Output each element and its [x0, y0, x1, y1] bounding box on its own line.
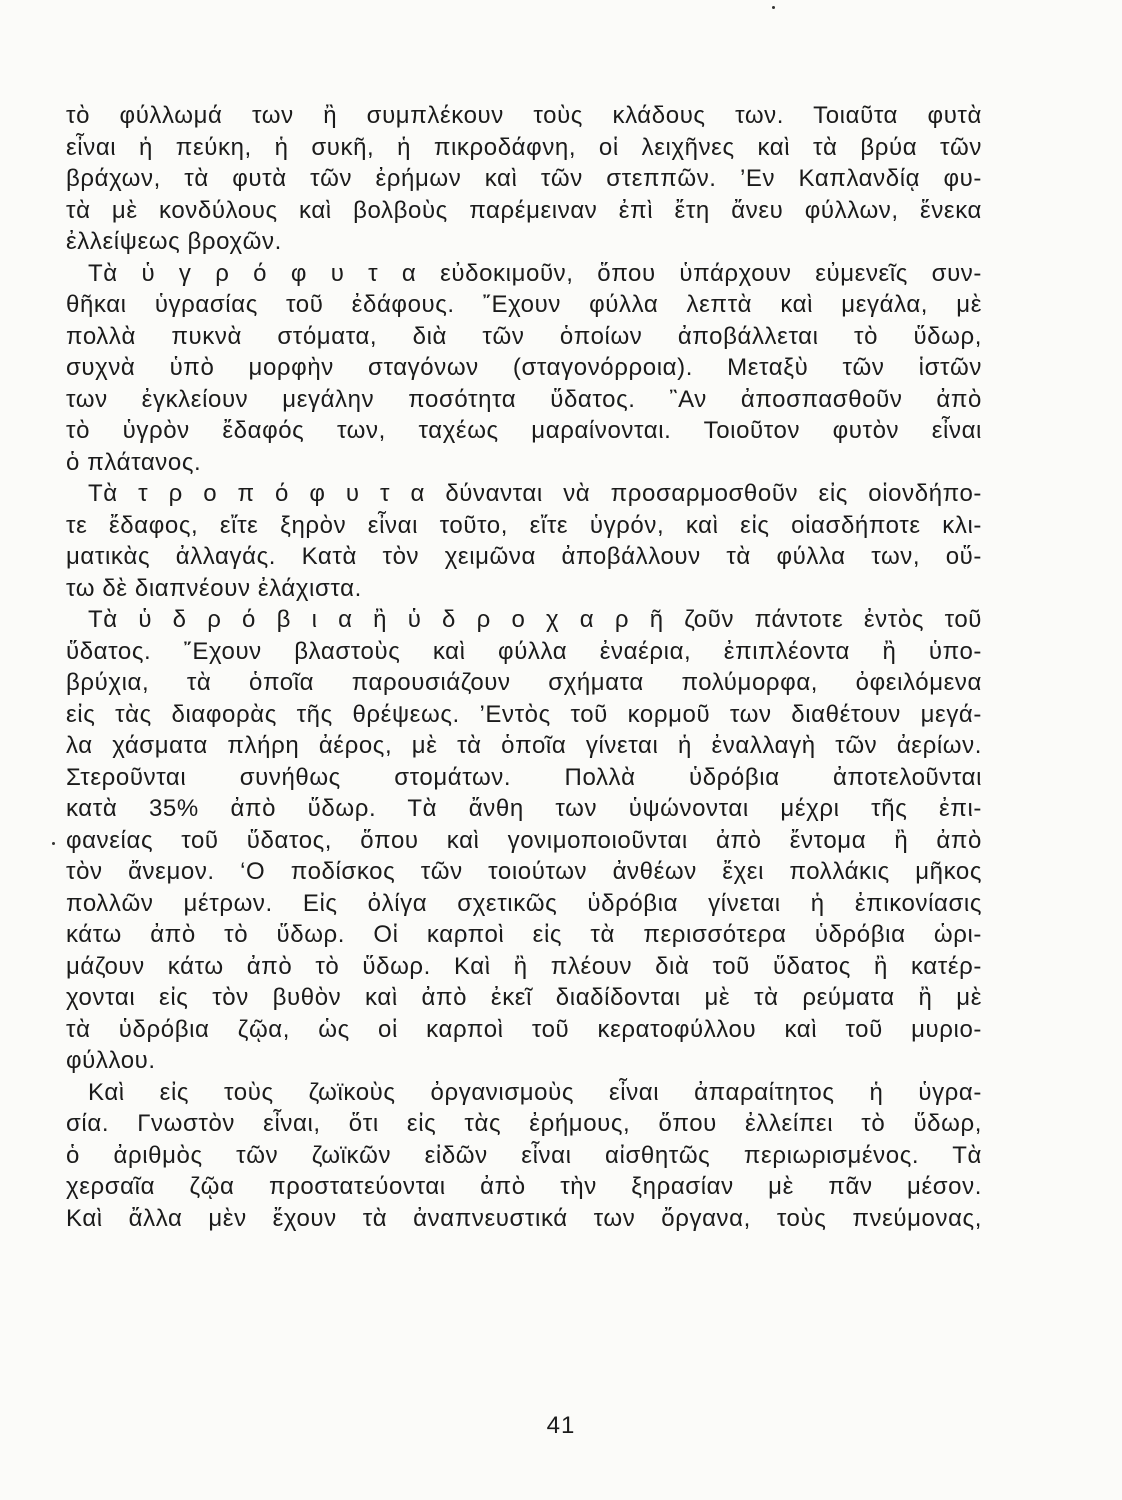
ink-speck [52, 842, 55, 845]
text-line: Τὰ ὑ δ ρ ό β ι α ἢ ὑ δ ρ ο χ α ρ ῆ ζοῦν πάντοτε ἐντὸς τοῦ [88, 606, 982, 633]
text-line: σία. Γνωστὸν εἶναι, ὅτι εἰς τὰς ἐρήμους, ὅπου ἐλλείπει τὸ ὕδωρ, [66, 1110, 982, 1137]
text-line: εἶναι ἡ πεύκη, ἡ συκῆ, ἡ πικροδάφνη, οἱ λειχῆνες καὶ τὰ βρύα τῶν [66, 133, 982, 161]
text-line: ὕδατος. ῎Εχουν βλαστοὺς καὶ φύλλα ἐναέρια, ἐπιπλέοντα ἢ ὑπο- [66, 637, 982, 665]
text-line: κάτω ἀπὸ τὸ ὕδωρ. Οἱ καρποὶ εἰς τὰ περισσότερα ὑδρόβια ὡρι- [66, 921, 982, 948]
text-line: βράχων, τὰ φυτὰ τῶν ἐρήμων καὶ τῶν στεππῶν. ’Εν Καπλανδίᾳ φυ- [66, 165, 982, 192]
text-line: τε ἔδαφος, εἴτε ξηρὸν εἶναι τοῦτο, εἴτε ὑγρόν, καὶ εἰς οἱασδήποτε κλι- [66, 511, 982, 539]
text-line: φανείας τοῦ ὕδατος, ὅπου καὶ γονιμοποιοῦνται ἀπὸ ἔντομα ἢ ἀπὸ [66, 826, 982, 854]
text-line: των ἐγκλείουν μεγάλην ποσότητα ὕδατος. ῍Αν ἀποσπασθοῦν ἀπὸ [66, 385, 982, 413]
text-line: θῆκαι ὑγρασίας τοῦ ἐδάφους. ῎Εχουν φύλλα λεπτὰ καὶ μεγάλα, μὲ [66, 291, 982, 318]
text-line: ὁ πλάτανος. [66, 448, 202, 476]
text-line: βρύχια, τὰ ὁποῖα παρουσιάζουν σχήματα πολύμορφα, ὀφειλόμενα [66, 669, 982, 696]
text-line: ἐλλείψεως βροχῶν. [66, 228, 282, 255]
text-line: πολλὰ πυκνὰ στόματα, διὰ τῶν ὁποίων ἀποβάλλεται τὸ ὕδωρ, [66, 322, 982, 350]
text-line: τὸν ἄνεμον. ‘Ο ποδίσκος τῶν τοιούτων ἀνθέων ἔχει πολλάκις μῆκος [66, 858, 982, 885]
text-line: πολλῶν μέτρων. Εἰς ὀλίγα σχετικῶς ὑδρόβια γίνεται ἡ ἐπικονίασις [66, 889, 982, 917]
text-line: φύλλου. [66, 1047, 156, 1074]
text-line: συχνὰ ὑπὸ μορφὴν σταγόνων (σταγονόρροια). Μεταξὺ τῶν ἱστῶν [66, 354, 982, 381]
text-line: Τὰ τ ρ ο π ό φ υ τ α δύνανται νὰ προσαρμοσθοῦν εἰς οἱονδήπο- [88, 480, 982, 507]
text-line: Τὰ ὑ γ ρ ό φ υ τ α εὐδοκιμοῦν, ὅπου ὑπάρχουν εὐμενεῖς συν- [88, 259, 982, 287]
text-line: χερσαῖα ζῷα προστατεύονται ἀπὸ τὴν ξηρασίαν μὲ πᾶν μέσον. [66, 1173, 982, 1200]
text-line: χονται εἰς τὸν βυθὸν καὶ ἀπὸ ἐκεῖ διαδίδονται μὲ τὰ ρεύματα ἢ μὲ [66, 984, 982, 1011]
page-number: 41 [546, 1412, 576, 1439]
text-line: τὰ ὑδρόβια ζῷα, ὡς οἱ καρποὶ τοῦ κερατοφύλλου καὶ τοῦ μυριο- [66, 1015, 982, 1043]
text-line: Στεροῦνται συνήθως στομάτων. Πολλὰ ὑδρόβια ἀποτελοῦνται [66, 763, 982, 791]
paragraph [66, 604, 982, 1077]
text-line: εἰς τὰς διαφορὰς τῆς θρέψεως. ’Εντὸς τοῦ κορμοῦ των διαθέτουν μεγά- [66, 700, 982, 728]
text-line: τὰ μὲ κονδύλους καὶ βολβοὺς παρέμειναν ἐπὶ ἔτη ἄνευ φύλλων, ἕνεκα [66, 196, 982, 224]
text-line: κατὰ 35% ἀπὸ ὕδωρ. Τὰ ἄνθη των ὑψώνονται μέχρι τῆς ἐπι- [66, 795, 982, 822]
ink-speck [772, 6, 775, 9]
text-line: Καὶ ἄλλα μὲν ἔχουν τὰ ἀναπνευστικά των ὄργανα, τοὺς πνεύμονας, [66, 1204, 982, 1232]
paragraph [66, 478, 982, 604]
paragraph [66, 100, 982, 258]
text-line: λα χάσματα πλήρη ἀέρος, μὲ τὰ ὁποῖα γίνεται ἡ ἐναλλαγὴ τῶν ἀερίων. [66, 732, 982, 759]
paragraph [66, 258, 982, 479]
text-line: Καὶ εἰς τοὺς ζωϊκοὺς ὀργανισμοὺς εἶναι ἀπαραίτητος ἡ ὑγρα- [88, 1078, 982, 1106]
text-line: τω δὲ διαπνέουν ἐλάχιστα. [66, 574, 362, 602]
text-line: τὸ ὑγρὸν ἔδαφός των, ταχέως μαραίνονται. Τοιοῦτον φυτὸν εἶναι [66, 417, 982, 444]
paragraph [66, 1077, 982, 1235]
text-line: μάζουν κάτω ἀπὸ τὸ ὕδωρ. Καὶ ἢ πλέουν διὰ τοῦ ὕδατος ἢ κατέρ- [66, 952, 982, 980]
text-line: ὁ ἀριθμὸς τῶν ζωϊκῶν εἰδῶν εἶναι αἰσθητῶς περιωρισμένος. Τὰ [66, 1141, 982, 1169]
text-line: ματικὰς ἀλλαγάς. Κατὰ τὸν χειμῶνα ἀποβάλλουν τὰ φύλλα των, οὕ- [66, 543, 982, 570]
body-text [66, 100, 982, 1234]
text-line: τὸ φύλλωμά των ἢ συμπλέκουν τοὺς κλάδους των. Τοιαῦτα φυτὰ [66, 102, 982, 129]
